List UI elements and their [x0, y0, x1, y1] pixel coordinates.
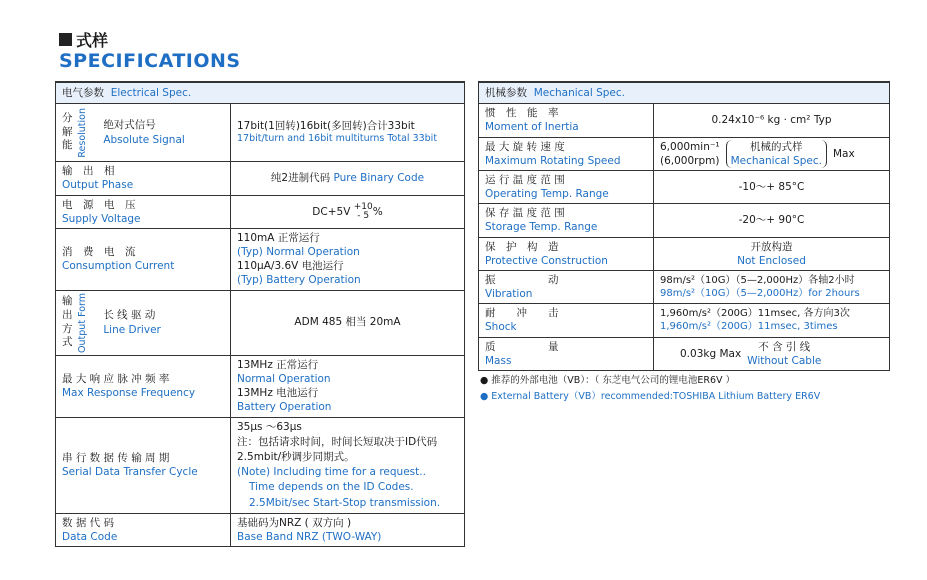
resolution-label-zh: 绝对式信号 — [103, 119, 156, 132]
data-code-en: Data Code — [62, 530, 118, 543]
op-temp-value: -10～+ 85°C — [654, 170, 890, 203]
resolution-label-en: Absolute Signal — [103, 133, 185, 146]
electrical-title — [56, 82, 465, 104]
resolution-side-en: Resolution — [76, 107, 88, 158]
inertia-label: 惯 性 能 率 Moment of Inertia — [479, 104, 654, 137]
square-bullet-icon — [59, 33, 72, 46]
output-form-value: ADM 485 相当 20mA — [231, 290, 465, 355]
output-phase-zh: 输 出 相 — [62, 165, 115, 178]
output-phase-label — [56, 162, 231, 195]
electrical-title-zh: 电气参数 — [62, 87, 104, 99]
op-temp-label: 运 行 温 度 范 围 Operating Temp. Range — [479, 170, 654, 203]
consumption-zh: 消 费 电 流 — [62, 246, 136, 259]
supply-zh: 电 源 电 压 — [62, 198, 136, 211]
resolution-label — [56, 104, 231, 162]
supply-label — [56, 195, 231, 228]
serial-zh: 串 行 数 据 传 输 周 期 — [62, 451, 170, 464]
vibration-label: 振 动 Vibration — [479, 270, 654, 303]
resolution-value — [231, 104, 465, 162]
consumption-value: 110mA 正常运行 (Typ) Normal Operation 110μA/3.6V 电池运行 (Typ) Battery Operation — [231, 228, 465, 290]
shock-value: 1,960m/s²（200G）11msec, 各方向3次 1,960m/s²（200G）11msec, 3times — [654, 304, 890, 337]
vibration-value: 98m/s²（10G）（5—2,000Hz）各轴2小时 98m/s²（10G）（5—2,000Hz）for 2hours — [654, 270, 890, 303]
output-form-label — [56, 290, 231, 355]
serial-value: 35μs ～63μs 注：包括请求时间，时间长短取决于ID代码2.5mbit/秒调步同期式。 (Note) Including time for a request.. Time depends on the ID Codes. 2.5Mbit/sec Start-Stop transmission. — [231, 417, 465, 513]
mechanical-title-en: Mechanical Spec. — [533, 87, 626, 99]
mechanical-title — [479, 82, 890, 104]
consumption-label — [56, 228, 231, 290]
max-freq-label — [56, 355, 231, 417]
resolution-side-zh: 分 解 能 — [62, 112, 73, 152]
header-zh — [59, 28, 241, 51]
max-freq-value: 13MHz 正常运行 Normal Operation 13MHz 电池运行 Battery Operation — [231, 355, 465, 417]
max-speed-value: 6,000min⁻¹ (6,000rpm) 机械的式样 Mechanical Spec. Max — [654, 137, 890, 170]
max-speed-label: 最 大 旋 转 速 度 Maximum Rotating Speed — [479, 137, 654, 170]
output-form-side-zh: 输 出 方 式 — [62, 295, 73, 349]
consumption-en: Consumption Current — [62, 260, 175, 273]
max-freq-zh: 最 大 响 应 脉 冲 频 率 — [62, 372, 170, 385]
electrical-title-en: Electrical Spec. — [110, 87, 192, 99]
output-phase-en: Output Phase — [62, 179, 134, 192]
serial-en: Serial Data Transfer Cycle — [62, 466, 198, 479]
serial-label — [56, 417, 231, 513]
section-header — [59, 28, 241, 72]
protect-value: 开放构造 Not Enclosed — [654, 237, 890, 270]
st-temp-label: 保 存 温 度 范 围 Storage Temp. Range — [479, 204, 654, 237]
battery-note-en: ● External Battery（VB）recommended:TOSHIBA Lithium Battery ER6V — [480, 391, 821, 402]
data-code-zh: 数 据 代 码 — [62, 516, 115, 529]
output-form-side-en: Output Form — [76, 292, 88, 353]
shock-label: 耐 冲 击 Shock — [479, 304, 654, 337]
header-zh-text: 式样 — [76, 31, 109, 50]
mechanical-title-zh: 机械参数 — [485, 87, 527, 99]
protect-label: 保 护 构 造 Protective Construction — [479, 237, 654, 270]
resolution-value-en: 17bit/turn and 16bit multiturns Total 33bit — [237, 133, 438, 145]
mass-label: 质 量 Mass — [479, 337, 654, 370]
inertia-value: 0.24x10⁻⁶ kg · cm² Typ — [654, 104, 890, 137]
header-en: SPECIFICATIONS — [59, 50, 241, 72]
line-driver-zh: 长 线 驱 动 — [103, 309, 156, 322]
mass-value: 0.03kg Max 不 含 引 线 Without Cable — [654, 337, 890, 370]
mechanical-table — [478, 81, 890, 371]
supply-value: DC+5V +10 - 5 % — [231, 195, 465, 228]
resolution-value-zh: 17bit(1回转)16bit(多回转)合计33bit — [237, 120, 415, 133]
data-code-value: 基础码为NRZ ( 双方向 ) Base Band NRZ (TWO-WAY) — [231, 513, 465, 546]
electrical-table — [55, 81, 465, 547]
supply-en: Supply Voltage — [62, 212, 141, 225]
st-temp-value: -20～+ 90°C — [654, 204, 890, 237]
output-phase-value: 纯2进制代码 Pure Binary Code — [231, 162, 465, 195]
data-code-label — [56, 513, 231, 546]
line-driver-en: Line Driver — [103, 323, 161, 336]
max-freq-en: Max Response Frequency — [62, 387, 196, 399]
battery-note-zh: ● 推荐的外部电池（VB）：（ 东芝电气公司的锂电池ER6V ） — [480, 375, 736, 386]
